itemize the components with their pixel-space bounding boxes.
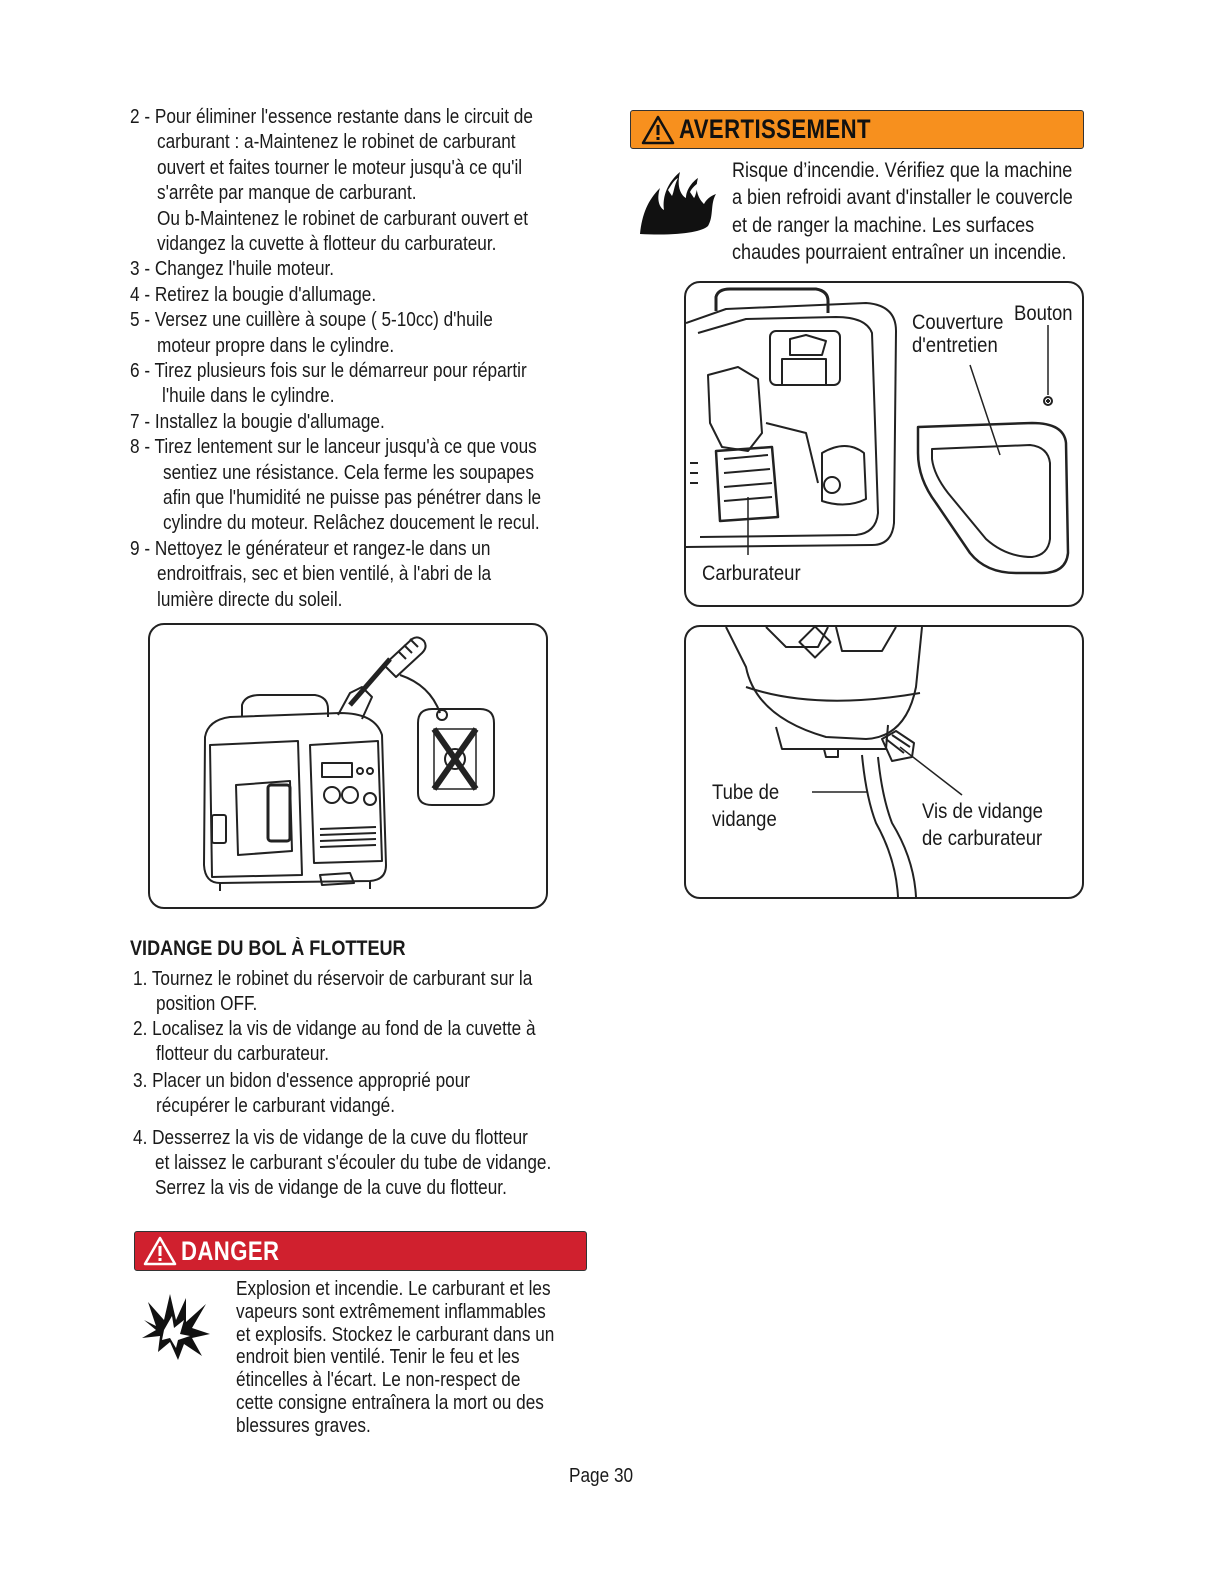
warning-label: AVERTISSEMENT bbox=[679, 114, 871, 144]
cover-label-line1: Couverture bbox=[912, 311, 1004, 334]
step-text: 4. Desserrez la vis de vidange de la cuve du flotteur bbox=[133, 1127, 528, 1149]
warning-text-line: a bien refroidi avant d'installer le couvercle bbox=[732, 186, 1073, 210]
screw-label-line2: de carburateur bbox=[922, 827, 1043, 850]
step-text: 3 - Changez l'huile moteur. bbox=[130, 258, 335, 281]
step-text-continued: position OFF. bbox=[156, 993, 258, 1015]
fire-icon bbox=[638, 170, 718, 236]
step-text: 6 - Tirez plusieurs fois sur le démarreur pour répartir bbox=[130, 360, 527, 382]
step-text: 3. Placer un bidon d'essence approprié pour bbox=[133, 1070, 470, 1092]
step-text-continued: endroitfrais, sec et bien ventilé, à l'abri de la bbox=[157, 563, 492, 586]
danger-text-line: endroit bien ventilé. Tenir le feu et les bbox=[236, 1346, 520, 1369]
step-text-continued: vidangez la cuvette à flotteur du carburateur. bbox=[157, 233, 497, 255]
step-text-continued: Ou b-Maintenez le robinet de carburant ouvert et bbox=[157, 207, 528, 230]
danger-label: DANGER bbox=[181, 1235, 280, 1266]
step-text-continued: moteur propre dans le cylindre. bbox=[157, 334, 395, 357]
step-text-continued: récupérer le carburant vidangé. bbox=[156, 1095, 396, 1117]
explosion-icon bbox=[140, 1290, 212, 1362]
cover-illustration bbox=[686, 283, 1082, 605]
step-text-continued: ouvert et faites tourner le moteur jusqu'à ce qu'il bbox=[157, 156, 523, 179]
step-text: 1. Tournez le robinet du réservoir de carburant sur la bbox=[133, 968, 533, 990]
tube-label-line2: vidange bbox=[712, 808, 777, 831]
step-text-continued: carburant : a-Maintenez le robinet de carburant bbox=[157, 131, 516, 154]
cover-figure bbox=[684, 281, 1084, 607]
step-text-continued: afin que l'humidité ne puisse pas pénétrer dans le bbox=[163, 487, 542, 509]
step-text: 7 - Installez la bougie d'allumage. bbox=[130, 410, 385, 433]
button-label: Bouton bbox=[1014, 302, 1073, 325]
step-text-continued: sentiez une résistance. Cela ferme les soupapes bbox=[163, 461, 534, 484]
warning-triangle-icon bbox=[641, 115, 675, 145]
tube-label-line1: Tube de bbox=[712, 781, 780, 804]
screw-label-line1: Vis de vidange bbox=[922, 800, 1043, 823]
step-text-continued: cylindre du moteur. Relâchez doucement le recul. bbox=[163, 512, 540, 535]
drain-figure bbox=[684, 625, 1084, 899]
step-text: 2. Localisez la vis de vidange au fond de la cuvette à bbox=[133, 1018, 536, 1040]
danger-text-line: Explosion et incendie. Le carburant et les bbox=[236, 1278, 551, 1300]
step-text: 9 - Nettoyez le générateur et rangez-le dans un bbox=[130, 537, 491, 560]
step-text-continued: et laissez le carburant s'écouler du tube de vidange. bbox=[155, 1152, 552, 1174]
danger-banner bbox=[134, 1231, 587, 1271]
step-text: 8 - Tirez lentement sur le lanceur jusqu'à ce que vous bbox=[130, 436, 537, 459]
step-text-continued: flotteur du carburateur. bbox=[156, 1043, 330, 1065]
generator-illustration bbox=[150, 625, 546, 907]
generator-figure bbox=[148, 623, 548, 909]
page-number: Page 30 bbox=[569, 1465, 634, 1487]
warning-text-line: et de ranger la machine. Les surfaces bbox=[732, 213, 1035, 237]
warning-banner bbox=[630, 110, 1084, 149]
carburetor-label: Carburateur bbox=[702, 562, 801, 585]
danger-text-line: étincelles à l'écart. Le non-respect de bbox=[236, 1369, 521, 1392]
step-text: 2 - Pour éliminer l'essence restante dans le circuit de bbox=[130, 106, 533, 128]
warning-triangle-icon bbox=[143, 1236, 177, 1266]
step-text-continued: lumière directe du soleil. bbox=[157, 588, 343, 611]
step-text: 5 - Versez une cuillère à soupe ( 5-10cc) d'huile bbox=[130, 309, 493, 332]
warning-text-line: Risque d’incendie. Vérifiez que la machine bbox=[732, 159, 1073, 182]
warning-text-line: chaudes pourraient entraîner un incendie. bbox=[732, 240, 1067, 264]
drain-illustration bbox=[686, 627, 1082, 897]
step-text-continued: s'arrête par manque de carburant. bbox=[157, 182, 417, 205]
section-title: VIDANGE DU BOL À FLOTTEUR bbox=[130, 937, 406, 960]
danger-text-line: blessures graves. bbox=[236, 1414, 371, 1437]
step-text-continued: Serrez la vis de vidange de la cuve du flotteur. bbox=[155, 1177, 507, 1199]
danger-text-line: cette consigne entraînera la mort ou des bbox=[236, 1392, 544, 1414]
step-text-continued: l'huile dans le cylindre. bbox=[162, 385, 335, 408]
danger-text-line: vapeurs sont extrêmement inflammables bbox=[236, 1300, 546, 1323]
step-text: 4 - Retirez la bougie d'allumage. bbox=[130, 283, 377, 306]
danger-text-line: et explosifs. Stockez le carburant dans un bbox=[236, 1323, 555, 1346]
cover-label-line2: d'entretien bbox=[912, 334, 998, 357]
